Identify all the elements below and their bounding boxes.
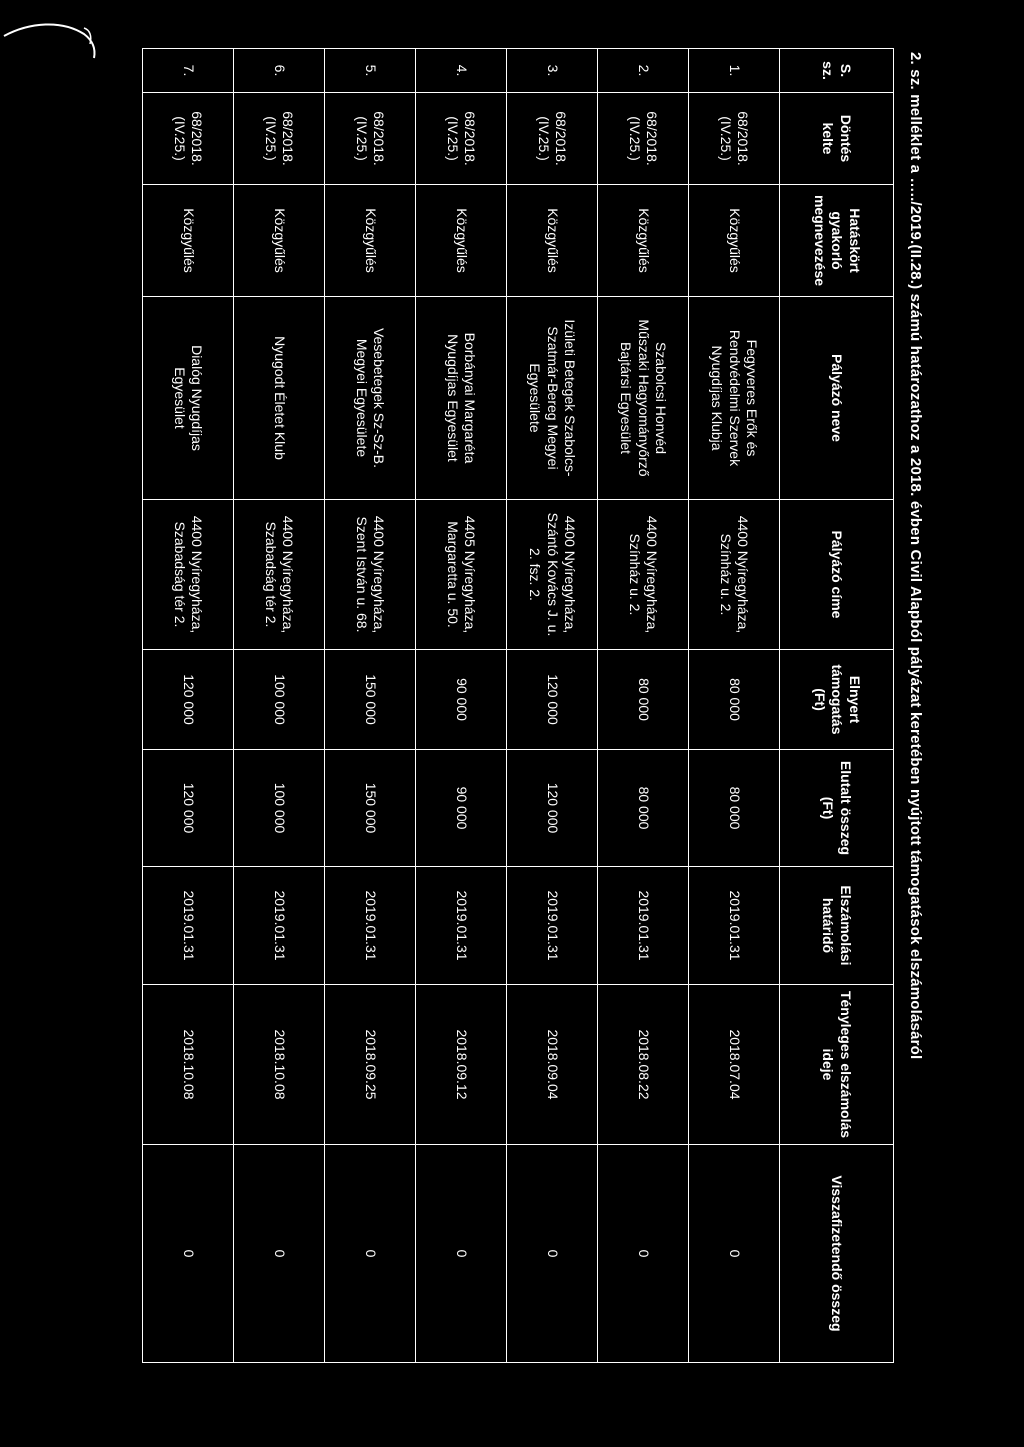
cell-actual-settlement: 2018.08.22 — [598, 985, 689, 1145]
cell-transferred: 120 000 — [507, 750, 598, 867]
cell-transferred: 100 000 — [234, 750, 325, 867]
cell-actual-settlement: 2018.09.04 — [507, 985, 598, 1145]
cell-authority: Közgyűlés — [507, 185, 598, 297]
cell-transferred: 80 000 — [689, 750, 780, 867]
cell-applicant-address: 4400 Nyíregyháza, Szabadság tér 2. — [143, 500, 234, 650]
table-row — [689, 49, 780, 1363]
cell-applicant-name: Szabolcsi Honvéd Műszaki Hagyományőrző Bajtársi Egyesület — [598, 297, 689, 500]
cell-applicant-address: 4400 Nyíregyháza, Színház u. 2. — [689, 500, 780, 650]
cell-decision-date: 68/2018. (IV.25.) — [689, 93, 780, 185]
cell-deadline: 2019.01.31 — [325, 867, 416, 985]
cell-applicant-address: 4400 Nyíregyháza, Szent István u. 68. — [325, 500, 416, 650]
cell-applicant-name: Fegyveres Erők és Rendvédelmi Szervek Nyugdíjas Klubja — [689, 297, 780, 500]
cell-awarded: 150 000 — [325, 650, 416, 750]
cell-index: 3. — [507, 49, 598, 93]
header-row — [780, 49, 894, 1363]
cell-applicant-name: Dialóg Nyugdíjas Egyesület — [143, 297, 234, 500]
cell-awarded: 80 000 — [689, 650, 780, 750]
table-row — [416, 49, 507, 1363]
cell-applicant-address: 4405 Nyíregyháza, Margaretta u. 50. — [416, 500, 507, 650]
cell-authority: Közgyűlés — [234, 185, 325, 297]
header-cell-decision-date: Döntés kelte — [780, 93, 894, 185]
cell-deadline: 2019.01.31 — [598, 867, 689, 985]
table-body — [143, 49, 780, 1363]
cell-authority: Közgyűlés — [598, 185, 689, 297]
cell-awarded: 100 000 — [234, 650, 325, 750]
cell-decision-date: 68/2018. (IV.25.) — [507, 93, 598, 185]
header-cell-index: S. sz. — [780, 49, 894, 93]
header-cell-actual-settlement: Tényleges elszámolás ideje — [780, 985, 894, 1145]
header-cell-authority: Hatáskört gyakorló megnevezése — [780, 185, 894, 297]
cell-actual-settlement: 2018.10.08 — [143, 985, 234, 1145]
table-row — [325, 49, 416, 1363]
cell-decision-date: 68/2018. (IV.25.) — [325, 93, 416, 185]
header-cell-awarded: Elnyert támogatás (Ft) — [780, 650, 894, 750]
cell-authority: Közgyűlés — [143, 185, 234, 297]
header-cell-deadline: Elszámolási határidő — [780, 867, 894, 985]
cell-authority: Közgyűlés — [416, 185, 507, 297]
cell-index: 4. — [416, 49, 507, 93]
cell-awarded: 120 000 — [143, 650, 234, 750]
cell-repayable: 0 — [234, 1145, 325, 1363]
cell-deadline: 2019.01.31 — [234, 867, 325, 985]
cell-decision-date: 68/2018. (IV.25.) — [598, 93, 689, 185]
cell-decision-date: 68/2018. (IV.25.) — [234, 93, 325, 185]
cell-applicant-name: Izületi Betegek Szabolcs- Szatmár-Bereg Megyei Egyesülete — [507, 297, 598, 500]
cell-index: 6. — [234, 49, 325, 93]
table-row — [143, 49, 234, 1363]
table-row — [507, 49, 598, 1363]
cell-deadline: 2019.01.31 — [416, 867, 507, 985]
cell-index: 5. — [325, 49, 416, 93]
cell-authority: Közgyűlés — [689, 185, 780, 297]
header-cell-applicant-name: Pályázó neve — [780, 297, 894, 500]
cell-transferred: 80 000 — [598, 750, 689, 867]
cell-applicant-name: Nyugodt Életet Klub — [234, 297, 325, 500]
cell-awarded: 80 000 — [598, 650, 689, 750]
cell-deadline: 2019.01.31 — [689, 867, 780, 985]
cell-repayable: 0 — [325, 1145, 416, 1363]
cell-index: 2. — [598, 49, 689, 93]
cell-actual-settlement: 2018.10.08 — [234, 985, 325, 1145]
header-cell-transferred: Elutalt összeg (Ft) — [780, 750, 894, 867]
cell-applicant-name: Vesebetegek Sz-Sz-B. Megyei Egyesülete — [325, 297, 416, 500]
cell-deadline: 2019.01.31 — [507, 867, 598, 985]
cell-repayable: 0 — [416, 1145, 507, 1363]
header-cell-repayable: Visszafizetendő összeg — [780, 1145, 894, 1363]
cell-applicant-address: 4400 Nyíregyháza, Szabadság tér 2. — [234, 500, 325, 650]
header-cell-applicant-address: Pályázó címe — [780, 500, 894, 650]
cell-index: 1. — [689, 49, 780, 93]
cell-actual-settlement: 2018.09.12 — [416, 985, 507, 1145]
cell-repayable: 0 — [689, 1145, 780, 1363]
table-header — [780, 49, 894, 1363]
cell-applicant-address: 4400 Nyíregyháza, Színház u. 2. — [598, 500, 689, 650]
cell-actual-settlement: 2018.09.25 — [325, 985, 416, 1145]
cell-transferred: 120 000 — [143, 750, 234, 867]
cell-decision-date: 68/2018. (IV.25.) — [416, 93, 507, 185]
cell-awarded: 90 000 — [416, 650, 507, 750]
cell-deadline: 2019.01.31 — [143, 867, 234, 985]
cell-authority: Közgyűlés — [325, 185, 416, 297]
cell-transferred: 150 000 — [325, 750, 416, 867]
grant-settlement-table — [142, 48, 894, 1363]
cell-awarded: 120 000 — [507, 650, 598, 750]
document-caption: 2. sz. melléklet a …../2019.(II.28.) számú határozathoz a 2018. évben Civil Alapból pályázat keretében nyújtott támogatások elszámolásáról — [907, 52, 924, 1060]
cell-applicant-name: Borbányai Margaréta Nyugdíjas Egyesület — [416, 297, 507, 500]
table-row — [598, 49, 689, 1363]
cell-index: 7. — [143, 49, 234, 93]
cell-applicant-address: 4400 Nyíregyháza, Szántó Kovács J. u. 2. fsz. 2. — [507, 500, 598, 650]
cell-decision-date: 68/2018. (IV.25.) — [143, 93, 234, 185]
cell-repayable: 0 — [598, 1145, 689, 1363]
table-row — [234, 49, 325, 1363]
cell-transferred: 90 000 — [416, 750, 507, 867]
cell-repayable: 0 — [143, 1145, 234, 1363]
cell-actual-settlement: 2018.07.04 — [689, 985, 780, 1145]
cell-repayable: 0 — [507, 1145, 598, 1363]
